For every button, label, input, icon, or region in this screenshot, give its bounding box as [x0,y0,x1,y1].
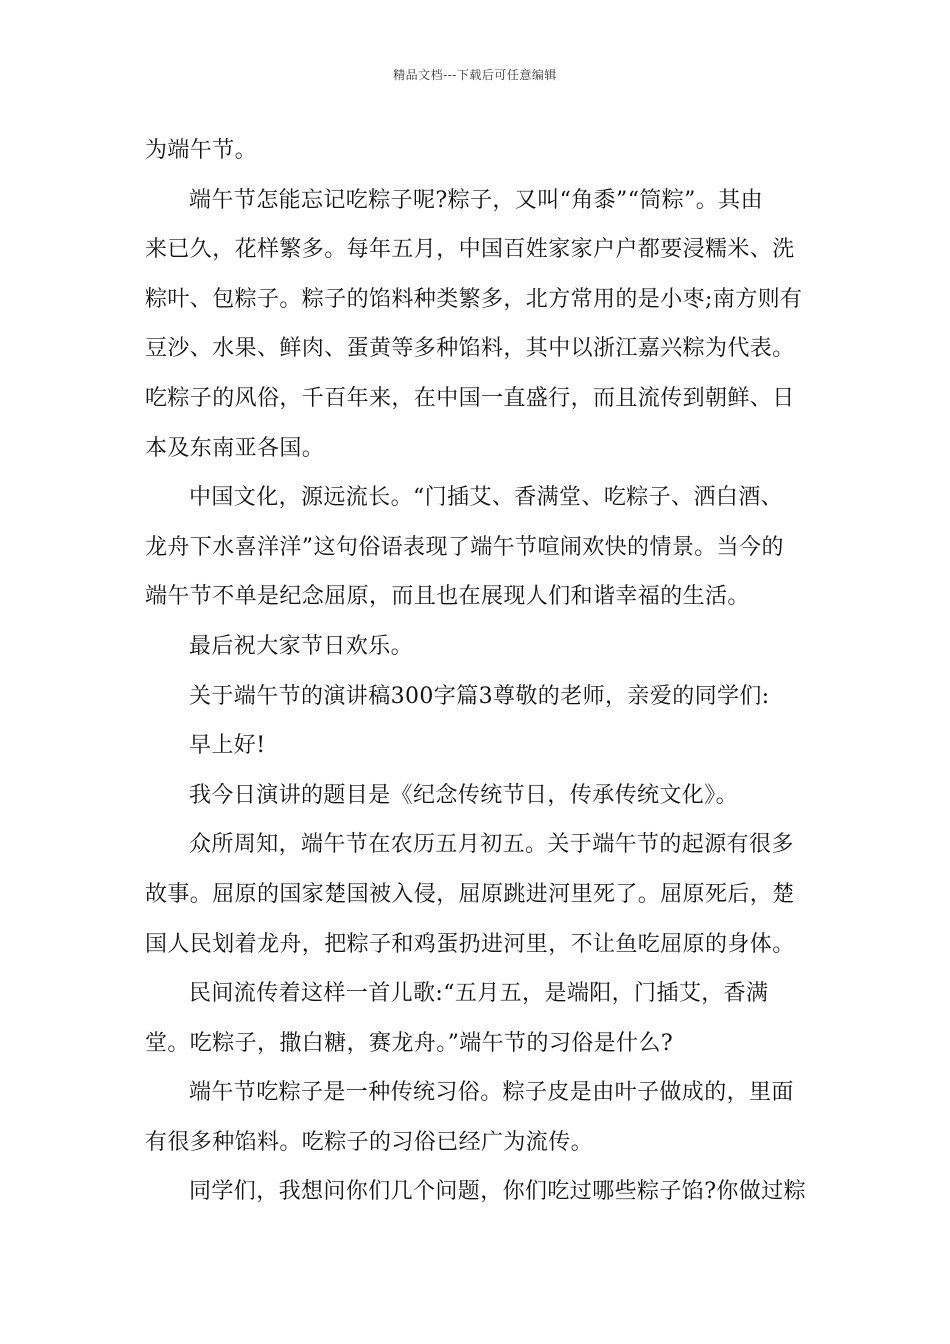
text-line: 粽叶、包粽子。粽子的馅料种类繁多，北方常用的是小枣;南方则有 [145,286,803,312]
text-line: 为端午节。 [145,138,258,163]
text-line: 龙舟下水喜洋洋”这句俗语表现了端午节喧闹欢快的情景。当今的 [145,534,784,560]
text-line: 同学们，我想问你们几个问题，你们吃过哪些粽子馅?你做过粽 [189,1179,806,1205]
text-line: 中国文化，源远流长。“门插艾、香满堂、吃粽子、洒白酒、 [189,485,784,511]
text-line: 端午节怎能忘记吃粽子呢?粽子，又叫“角黍”“筒粽”。其由 [189,187,763,213]
text-line: 最后祝大家节日欢乐。 [189,633,414,659]
text-line: 早上好! [189,733,266,759]
text-line: 本及东南亚各国。 [145,435,325,461]
text-line: 众所周知，端午节在农历五月初五。关于端午节的起源有很多 [189,832,794,858]
text-line: 端午节吃粽子是一种传统习俗。粽子皮是由叶子做成的，里面 [189,1080,794,1106]
text-line: 有很多种馅料。吃粽子的习俗已经广为流传。 [145,1129,594,1155]
text-line: 关于端午节的演讲稿300字篇3尊敬的老师，亲爱的同学们: [189,683,770,709]
text-line: 我今日演讲的题目是《纪念传统节日，传承传统文化》。 [189,782,739,808]
document-body [145,126,813,1217]
text-line: 端午节不单是纪念屈原，而且也在展现人们和谐幸福的生活。 [145,584,750,610]
text-line: 吃粽子的风俗，千百年来，在中国一直盛行，而且流传到朝鲜、日 [145,385,795,411]
text-line: 民间流传着这样一首儿歌:“五月五，是端阳，门插艾，香满 [189,981,769,1007]
text-line: 来已久，花样繁多。每年五月，中国百姓家家户户都要浸糯米、洗 [145,237,795,263]
page-header: 精品文档---下载后可任意编辑 [393,68,557,82]
text-line: 故事。屈原的国家楚国被入侵，屈原跳进河里死了。屈原死后，楚 [145,881,795,907]
text-line: 国人民划着龙舟，把粽子和鸡蛋扔进河里，不让鱼吃屈原的身体。 [145,931,795,957]
text-line: 堂。吃粽子，撒白糖，赛龙舟。”端午节的习俗是什么? [145,1030,674,1056]
text-line: 豆沙、水果、鲜肉、蛋黄等多种馅料，其中以浙江嘉兴粽为代表。 [145,336,795,362]
